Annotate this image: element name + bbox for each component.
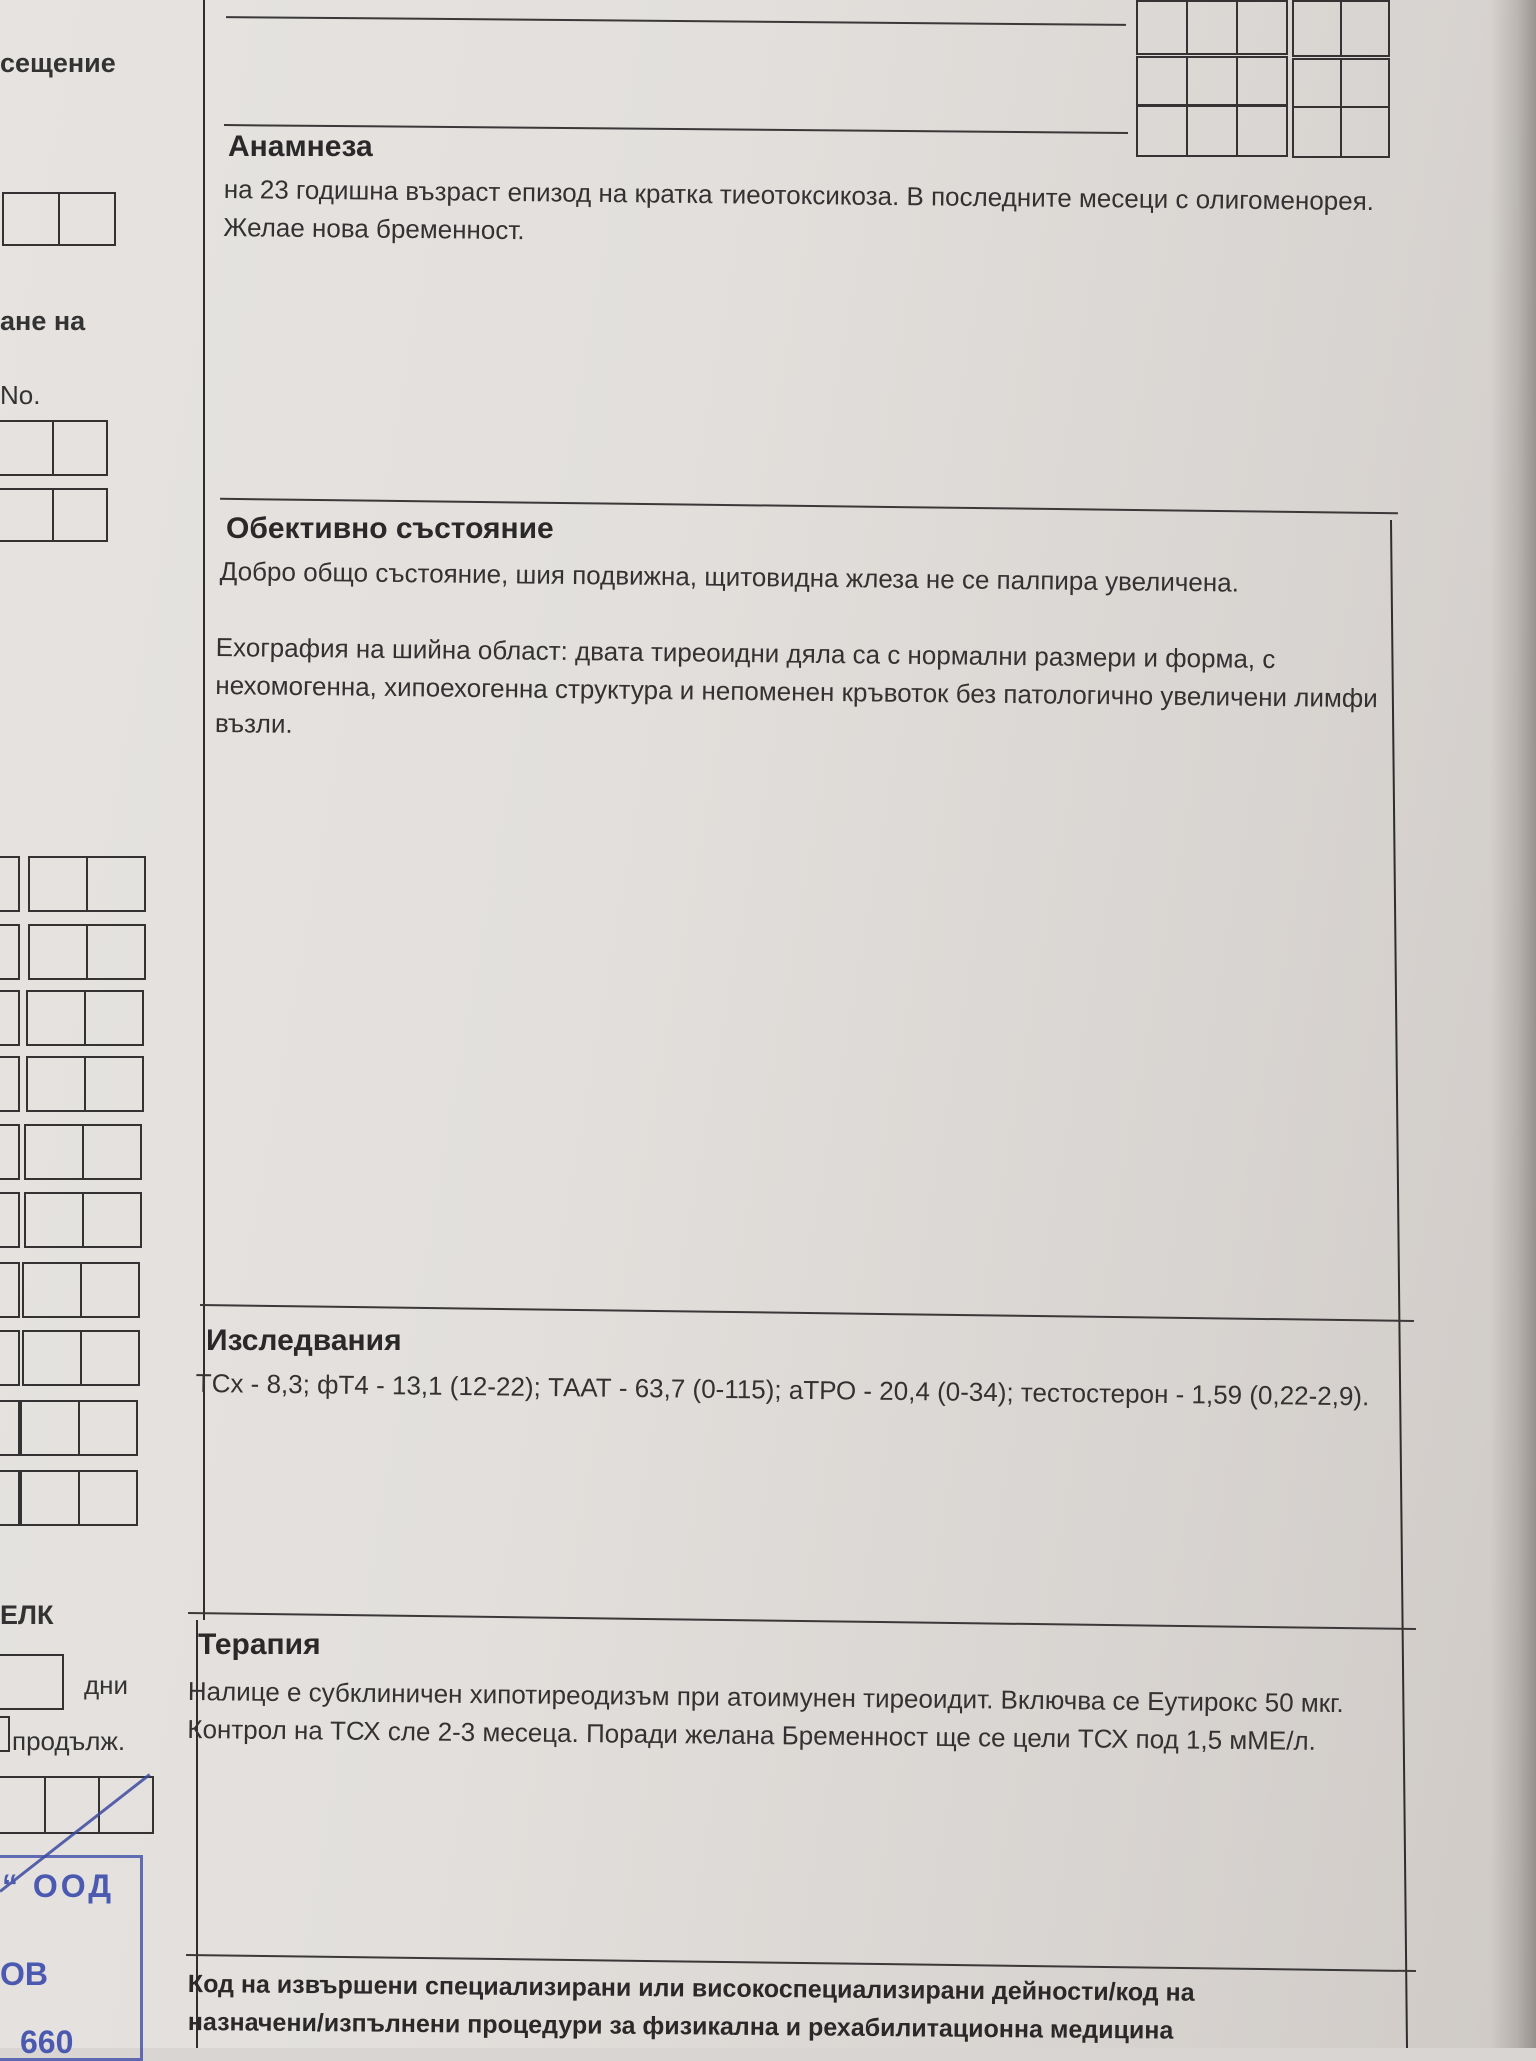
left-boxes-3 <box>0 488 106 542</box>
therapy-heading: Терапия <box>198 1628 321 1661</box>
label-ane: ане на <box>0 306 86 336</box>
days-box <box>0 1654 62 1710</box>
anamnesis-body: на 23 годишна възраст епизод на кратка тиеотоксикоза. В последните месеци с олигоменорея. Желае нова бременност. <box>223 173 1375 246</box>
code-boxes-6 <box>1292 106 1388 158</box>
stamp-text-bottom: 660 <box>20 2024 74 2060</box>
anamnesis-heading: Анамнеза <box>228 130 373 163</box>
rule-therapy-bottom <box>186 1954 1416 1972</box>
left-boxes-2 <box>0 420 106 476</box>
left-grid-row <box>0 924 144 980</box>
top-rule-1 <box>226 16 1126 26</box>
continued-box <box>0 1716 8 1752</box>
objective-heading: Обективно състояние <box>226 512 554 545</box>
code-boxes-1 <box>1136 0 1286 55</box>
left-grid-row <box>0 1192 140 1248</box>
label-no: No. <box>0 380 41 410</box>
code-heading-line1: Код на извършени специализирани или високоспециализирани дейности/код на <box>187 1970 1195 2007</box>
code-heading-line2: назначени/изпълнени процедури за физикална и рехабилитационна медицина <box>187 2008 1174 2045</box>
code-boxes-5 <box>1292 58 1388 108</box>
left-boxes-1 <box>2 192 114 246</box>
left-grid-row <box>0 856 144 912</box>
label-days: дни <box>84 1670 129 1700</box>
therapy-body: Налице е субклиничен хипотиреодизъм при атоимунен тиреоидит. Включва се Еутирокс 50 мкг. Контрол на ТСХ сле 2-3 месеца. Поради желана Бременност ще се цели ТСХ под 1,5 мМЕ/л. <box>187 1675 1344 1756</box>
left-grid-row <box>0 1262 138 1318</box>
page-edge-shadow <box>1490 0 1536 2048</box>
objective-body-1: Добро общо състояние, шия подвижна, щитовидна жлеза не се палпира увеличена. <box>219 555 1240 598</box>
left-grid-row <box>0 1470 136 1526</box>
code-boxes-4 <box>1136 105 1286 157</box>
label-continued: продълж. <box>12 1726 126 1756</box>
stamp-text-mid: ОВ <box>0 1956 48 1992</box>
stamp-text-top: “ ООД <box>2 1868 115 1904</box>
left-grid-row <box>0 1056 142 1112</box>
objective-body-2: Ехография на шийна област: двата тиреоидни дяла са с нормални размери и форма, с нехомогенна, хипоехогенна структура и непоменен кръвоток без патологично увеличени лимфи възли. <box>214 631 1378 739</box>
left-grid-row <box>0 1124 140 1180</box>
label-elk: ЕЛК <box>0 1600 54 1630</box>
investigations-heading: Изследвания <box>206 1324 402 1357</box>
label-visit: сещение <box>0 48 116 78</box>
rule-objective-bottom <box>200 1304 1414 1322</box>
left-boxes-bottom <box>0 1776 152 1834</box>
rule-investigations-bottom <box>188 1612 1416 1630</box>
investigations-body: ТСх - 8,3; фТ4 - 13,1 (12-22); ТААТ - 63,7 (0-115); аТРО - 20,4 (0-34); тестостерон - 1,59 (0,22-2,9). <box>195 1367 1370 1412</box>
code-boxes-2 <box>1292 0 1388 57</box>
left-grid-row <box>0 990 142 1046</box>
left-grid-row <box>0 1330 138 1386</box>
left-grid-row <box>0 1400 136 1456</box>
code-boxes-3 <box>1136 56 1286 106</box>
